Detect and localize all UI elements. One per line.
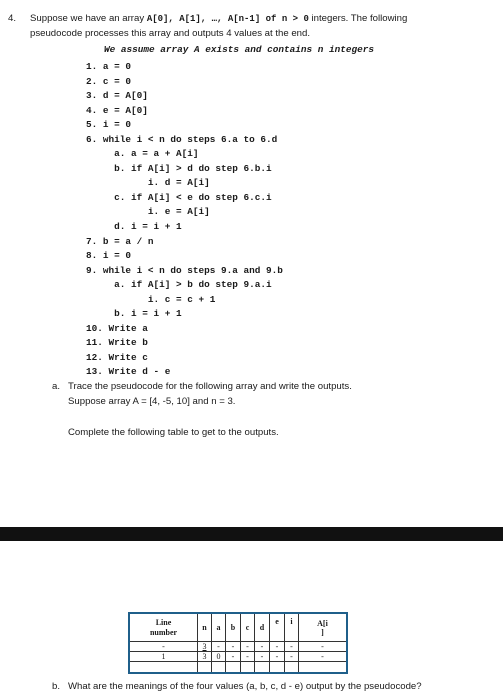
pseudocode-line: 6. while i < n do steps 6.a to 6.d — [86, 133, 278, 145]
pseudocode-line: 1. a = 0 — [86, 61, 132, 72]
header-line-number — [130, 614, 198, 642]
pseudocode-line: a. a = a + A[i] — [86, 148, 199, 160]
table-cell: - — [299, 642, 346, 652]
table-cell: - — [285, 642, 299, 652]
part-a-label: a. — [52, 381, 61, 392]
table-cell-empty — [130, 662, 198, 672]
table-cell-empty — [226, 662, 241, 672]
header-c: c — [241, 614, 255, 642]
assumption-text: We assume array A exists and contains n integers — [104, 44, 375, 55]
table-cell: - — [255, 652, 270, 662]
pseudocode-line: b. i = i + 1 — [86, 308, 182, 320]
header-a-i — [299, 614, 346, 642]
question-intro-line-2: pseudocode processes this array and outputs 4 values at the end. — [30, 28, 310, 39]
header-line-number-text: Line number — [149, 617, 178, 637]
pseudocode-line: i. d = A[i] — [86, 177, 210, 189]
table-cell-empty — [270, 662, 285, 672]
header-a-i-bracket: ] — [321, 627, 324, 637]
part-b-label: b. — [52, 681, 61, 692]
table-cell: - — [270, 652, 285, 662]
part-a-array: Suppose array A = [4, -5, 10] and n = 3. — [68, 396, 236, 407]
part-a-table-instruction: Complete the following table to get to the outputs. — [68, 427, 279, 438]
header-i: i — [285, 614, 299, 642]
question-number: 4. — [8, 13, 17, 24]
header-n: n — [198, 614, 212, 642]
intro-text-post: integers. The following — [308, 13, 408, 24]
table-cell: 3 — [198, 652, 212, 662]
table-cell: - — [226, 642, 241, 652]
pseudocode-line: a. if A[i] > b do step 9.a.i — [86, 279, 272, 291]
pseudocode-line: i. c = c + 1 — [86, 293, 216, 305]
table-cell: - — [285, 652, 299, 662]
pseudocode-line: 4. e = A[0] — [86, 104, 148, 116]
part-a-instruction: Trace the pseudocode for the following array and write the outputs. — [68, 381, 352, 392]
table-cell: - — [212, 642, 226, 652]
pseudocode-line: 8. i = 0 — [86, 250, 132, 262]
header-b: b — [226, 614, 241, 642]
pseudocode-line: b. if A[i] > d do step 6.b.i — [86, 162, 272, 174]
intro-text-pre: Suppose we have an array — [30, 13, 147, 24]
pseudocode-line: 5. i = 0 — [86, 119, 132, 131]
header-e: e — [270, 614, 285, 642]
table-cell-empty — [255, 662, 270, 672]
pseudocode-block — [86, 60, 283, 380]
table-cell: 3 — [198, 642, 212, 652]
table-cell: - — [270, 642, 285, 652]
table-cell-empty — [198, 662, 212, 672]
pseudocode-line: 12. Write c — [86, 351, 148, 363]
pseudocode-line: 13. Write d - e — [86, 366, 171, 378]
table-cell-line-number: 1 — [130, 652, 198, 662]
pseudocode-line: 11. Write b — [86, 337, 148, 349]
table-cell-empty — [285, 662, 299, 672]
pseudocode-line: d. i = i + 1 — [86, 221, 182, 233]
table-cell: - — [241, 652, 255, 662]
header-d: d — [255, 614, 270, 642]
table-cell-empty — [299, 662, 346, 672]
part-b-question: What are the meanings of the four values (a, b, c, d - e) output by the pseudocode? — [68, 681, 422, 692]
table-cell-line-number: - — [130, 642, 198, 652]
pseudocode-line: 3. d = A[0] — [86, 90, 148, 102]
pseudocode-line: 10. Write a — [86, 322, 148, 334]
pseudocode-line: c. if A[i] < e do step 6.c.i — [86, 191, 272, 203]
table-cell-empty — [212, 662, 226, 672]
table-cell: - — [255, 642, 270, 652]
table-cell: - — [226, 652, 241, 662]
header-a: a — [212, 614, 226, 642]
header-a-i-text: A[i — [317, 618, 328, 628]
pseudocode-line: i. e = A[i] — [86, 206, 210, 218]
intro-array-code: A[0], A[1], …, A[n-1] of n > 0 — [146, 14, 309, 24]
pseudocode-line: 9. while i < n do steps 9.a and 9.b — [86, 264, 283, 276]
table-cell-empty — [241, 662, 255, 672]
table-cell: 0 — [212, 652, 226, 662]
question-intro-line-1 — [30, 13, 407, 25]
pseudocode-line: 2. c = 0 — [86, 75, 132, 87]
table-cell: - — [241, 642, 255, 652]
pseudocode-line: 7. b = a / n — [86, 235, 154, 247]
table-cell: - — [299, 652, 346, 662]
page-divider-bar — [0, 527, 503, 541]
trace-table — [128, 612, 348, 674]
